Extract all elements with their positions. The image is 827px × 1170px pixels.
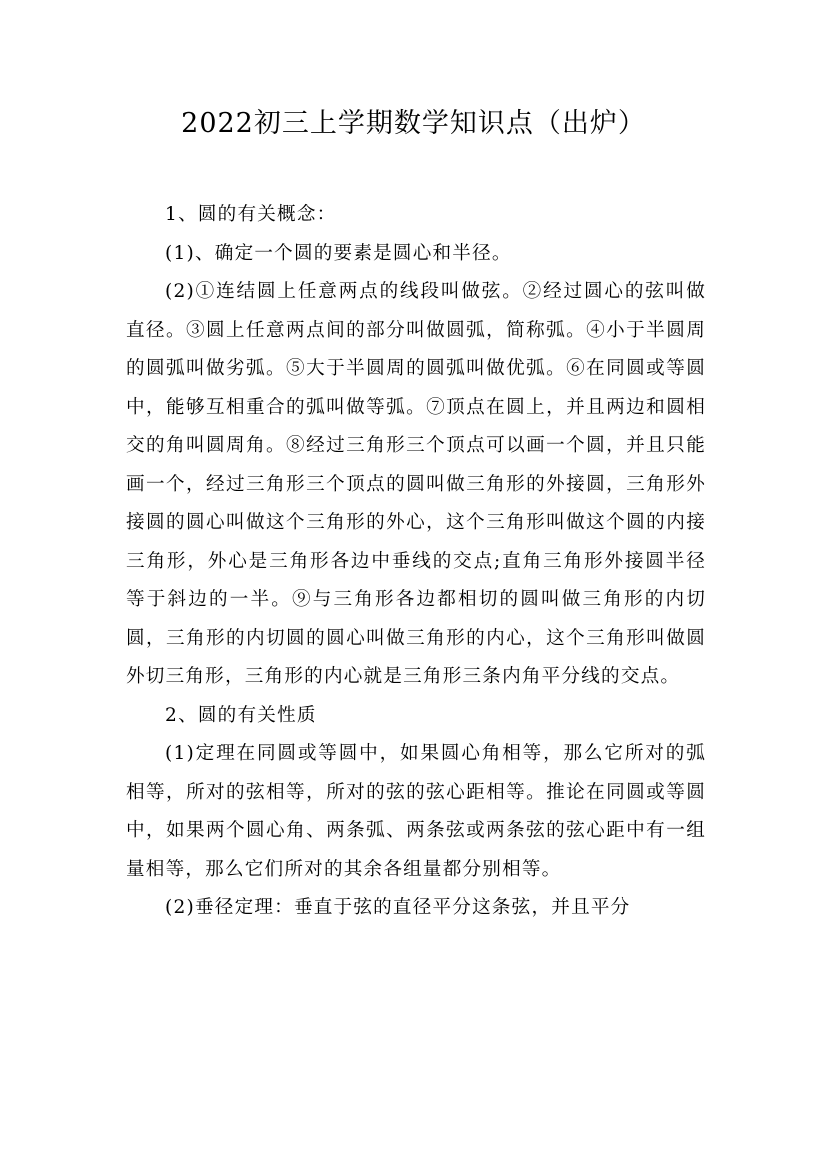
- paragraph-section-2-heading: 2、圆的有关性质: [165, 704, 317, 726]
- document-body: [126, 196, 706, 928]
- paragraph-section-1-heading: 1、圆的有关概念：: [165, 204, 337, 225]
- document-title: 2022初三上学期数学知识点（出炉）: [181, 108, 646, 139]
- paragraph-1-2: (2)①连结圆上任意两点的线段叫做弦。②经过圆心的弦叫做直径。③圆上任意两点间的部分叫做圆弧，简称弧。④小于半圆周的圆弧叫做劣弧。⑤大于半圆周的圆弧叫做优弧。⑥在同圆或等圆中，能够互相重合的弧叫做等弧。⑦顶点在圆上，并且两边和圆相交的角叫圆周角。⑧经过三角形三个顶点可以画一个圆，并且只能画一个，经过三角形三个顶点的圆叫做三角形的外接圆，三角形外接圆的圆心叫做这个三角形的外心，这个三角形叫做这个圆的内接三角形，外心是三角形各边中垂线的交点;直角三角形外接圆半径等于斜边的一半。⑨与三角形各边都相切的圆叫做三角形的内切圆，三角形的内切圆的圆心叫做三角形的内心，这个三角形叫做圆外切三角形，三角形的内心就是三角形三条内角平分线的交点。: [126, 281, 706, 687]
- paragraph-2-2: (2)垂径定理：垂直于弦的直径平分这条弦，并且平分: [165, 897, 631, 918]
- paragraph-1-1: (1)、确定一个圆的要素是圆心和半径。: [165, 242, 512, 264]
- paragraph-2-1: (1)定理在同圆或等圆中，如果圆心角相等，那么它所对的弧相等，所对的弦相等，所对的弦的弦心距相等。推论在同圆或等圆中，如果两个圆心角、两条弧、两条弦或两条弦的弦心距中有一组量相等，那么它们所对的其余各组量都分别相等。: [126, 743, 706, 880]
